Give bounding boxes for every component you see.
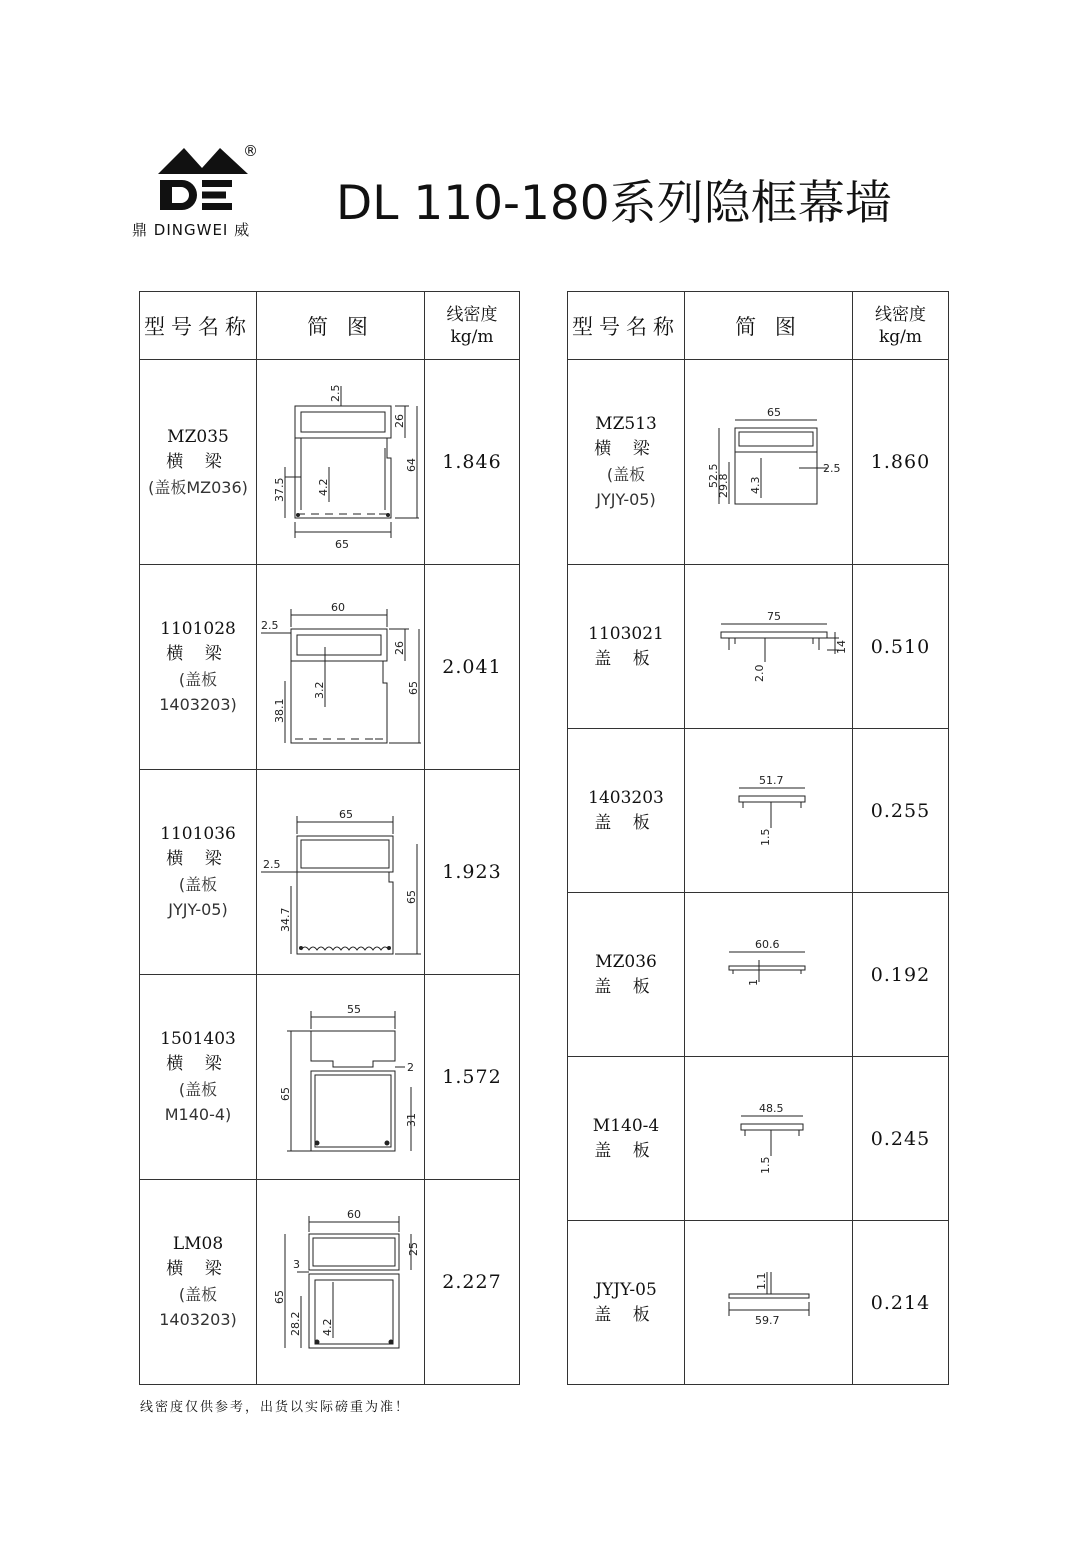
table-row <box>140 565 520 770</box>
density-cell: 1.846 <box>425 360 520 565</box>
header-density: 线密度 kg/m <box>425 292 520 360</box>
model-cell: 1501403 横 梁 (盖板 M140-4) <box>140 975 257 1180</box>
profile-drawing-cell <box>257 975 425 1180</box>
profile-drawing <box>261 782 421 962</box>
model-cell: LM08 横 梁 (盖板 1403203) <box>140 1180 257 1385</box>
profile-drawing-cell <box>685 893 853 1057</box>
dim-h2: 65 <box>404 890 418 904</box>
model-cell: 1101028 横 梁 (盖板 1403203) <box>140 565 257 770</box>
dim-width: 55 <box>346 1003 361 1016</box>
dim-right: 2.5 <box>822 462 840 475</box>
header-drawing: 简 图 <box>685 292 853 360</box>
header-model: 型号名称 <box>140 292 257 360</box>
table-header-row <box>568 292 949 360</box>
brand-name: 鼎 DINGWEI 威 <box>132 221 251 239</box>
profile-drawing <box>261 577 421 757</box>
left-spec-table <box>139 291 520 1385</box>
dim-right: 31 <box>404 1113 418 1127</box>
dim-depth: 1.1 <box>754 1272 768 1290</box>
dim-width: 60 <box>330 601 345 614</box>
dim-top: 2.5 <box>328 384 342 402</box>
profile-drawing-cell <box>257 565 425 770</box>
model-cell: JYJY-05 盖 板 <box>568 1221 685 1385</box>
table-row <box>140 770 520 975</box>
footnote: 线密度仅供参考，出货以实际磅重为准！ <box>140 1400 411 1415</box>
dim-h1: 26 <box>392 414 406 428</box>
dim-h2: 64 <box>404 458 418 472</box>
profile-drawing-cell <box>685 1221 853 1385</box>
density-cell: 2.041 <box>425 565 520 770</box>
dim-depth: 1.5 <box>758 1156 772 1174</box>
dim-width: 65 <box>338 808 353 821</box>
dim-right: 14 <box>834 639 848 654</box>
profile-drawing <box>261 987 421 1167</box>
table-row <box>568 1057 949 1221</box>
dim-depth: 1 <box>746 978 760 986</box>
density-cell: 0.214 <box>853 1221 949 1385</box>
model-cell: 1101036 横 梁 (盖板 JYJY-05) <box>140 770 257 975</box>
dim-width: 51.7 <box>758 773 783 787</box>
dim-top-left: 3 <box>292 1258 300 1271</box>
dim-right-top: 2 <box>406 1061 414 1074</box>
dim-depth: 1.5 <box>758 828 772 846</box>
dim-left: 34.7 <box>278 907 292 932</box>
density-cell: 0.510 <box>853 565 949 729</box>
profile-drawing-cell <box>257 360 425 565</box>
model-cell: MZ036 盖 板 <box>568 893 685 1057</box>
dim-width: 65 <box>334 538 349 551</box>
page-title: DL 110-180系列隐框幕墙 <box>336 176 892 231</box>
table-row <box>140 975 520 1180</box>
dim-inner: 4.3 <box>748 476 762 494</box>
table-row <box>140 360 520 565</box>
profile-drawing <box>689 1094 849 1184</box>
dim-side: 37.5 <box>272 477 286 502</box>
dim-width: 60 <box>346 1208 361 1221</box>
dim-inner-left: 28.2 <box>288 1311 302 1336</box>
density-cell: 1.860 <box>853 360 949 565</box>
dim-h1: 26 <box>392 641 406 655</box>
dim-h2: 65 <box>406 681 420 695</box>
dim-left: 65 <box>278 1087 292 1101</box>
profile-drawing-cell <box>685 729 853 893</box>
profile-drawing-cell <box>685 1057 853 1221</box>
profile-drawing <box>261 372 421 552</box>
density-cell: 1.572 <box>425 975 520 1180</box>
dim-depth: 2.0 <box>752 664 766 682</box>
dim-width: 75 <box>766 609 781 623</box>
profile-drawing <box>689 1258 849 1348</box>
table-row <box>568 565 949 729</box>
registered-mark: ® <box>243 142 258 160</box>
header-drawing: 简 图 <box>257 292 425 360</box>
table-row <box>568 729 949 893</box>
profile-drawing <box>261 1192 421 1372</box>
model-cell: 1403203 盖 板 <box>568 729 685 893</box>
right-spec-table <box>567 291 949 1385</box>
density-cell: 0.192 <box>853 893 949 1057</box>
dim-inner: 4.2 <box>316 478 330 496</box>
table-row <box>568 360 949 565</box>
header-model: 型号名称 <box>568 292 685 360</box>
model-cell: M140-4 盖 板 <box>568 1057 685 1221</box>
density-cell: 0.255 <box>853 729 949 893</box>
table-row <box>568 893 949 1057</box>
profile-drawing <box>689 402 849 522</box>
profile-drawing-cell <box>257 1180 425 1385</box>
profile-drawing <box>689 766 849 856</box>
header-density: 线密度 kg/m <box>853 292 949 360</box>
dim-left: 38.1 <box>272 698 286 723</box>
density-cell: 1.923 <box>425 770 520 975</box>
table-header-row <box>140 292 520 360</box>
profile-drawing-cell <box>257 770 425 975</box>
dim-h2: 29.8 <box>716 473 730 498</box>
dim-h: 52.5 <box>706 463 720 488</box>
dim-inner: 3.2 <box>312 681 326 699</box>
model-cell: 1103021 盖 板 <box>568 565 685 729</box>
model-cell: MZ035 横 梁 (盖板MZ036) <box>140 360 257 565</box>
dim-width: 65 <box>766 406 781 419</box>
profile-drawing-cell <box>685 565 853 729</box>
density-cell: 0.245 <box>853 1057 949 1221</box>
dim-width: 60.6 <box>754 937 779 951</box>
model-cell: MZ513 横 梁 (盖板 JYJY-05) <box>568 360 685 565</box>
table-row <box>568 1221 949 1385</box>
profile-drawing <box>689 930 849 1020</box>
dim-width: 48.5 <box>758 1101 783 1115</box>
dim-left: 65 <box>272 1290 286 1304</box>
profile-drawing-cell <box>685 360 853 565</box>
dim-side: 2.5 <box>260 619 278 632</box>
dim-right: 25 <box>406 1242 420 1256</box>
dim-side: 2.5 <box>262 858 280 871</box>
dim-width: 59.7 <box>754 1313 779 1327</box>
dim-inner: 4.2 <box>320 1318 334 1336</box>
table-row <box>140 1180 520 1385</box>
profile-drawing <box>689 602 849 692</box>
density-cell: 2.227 <box>425 1180 520 1385</box>
